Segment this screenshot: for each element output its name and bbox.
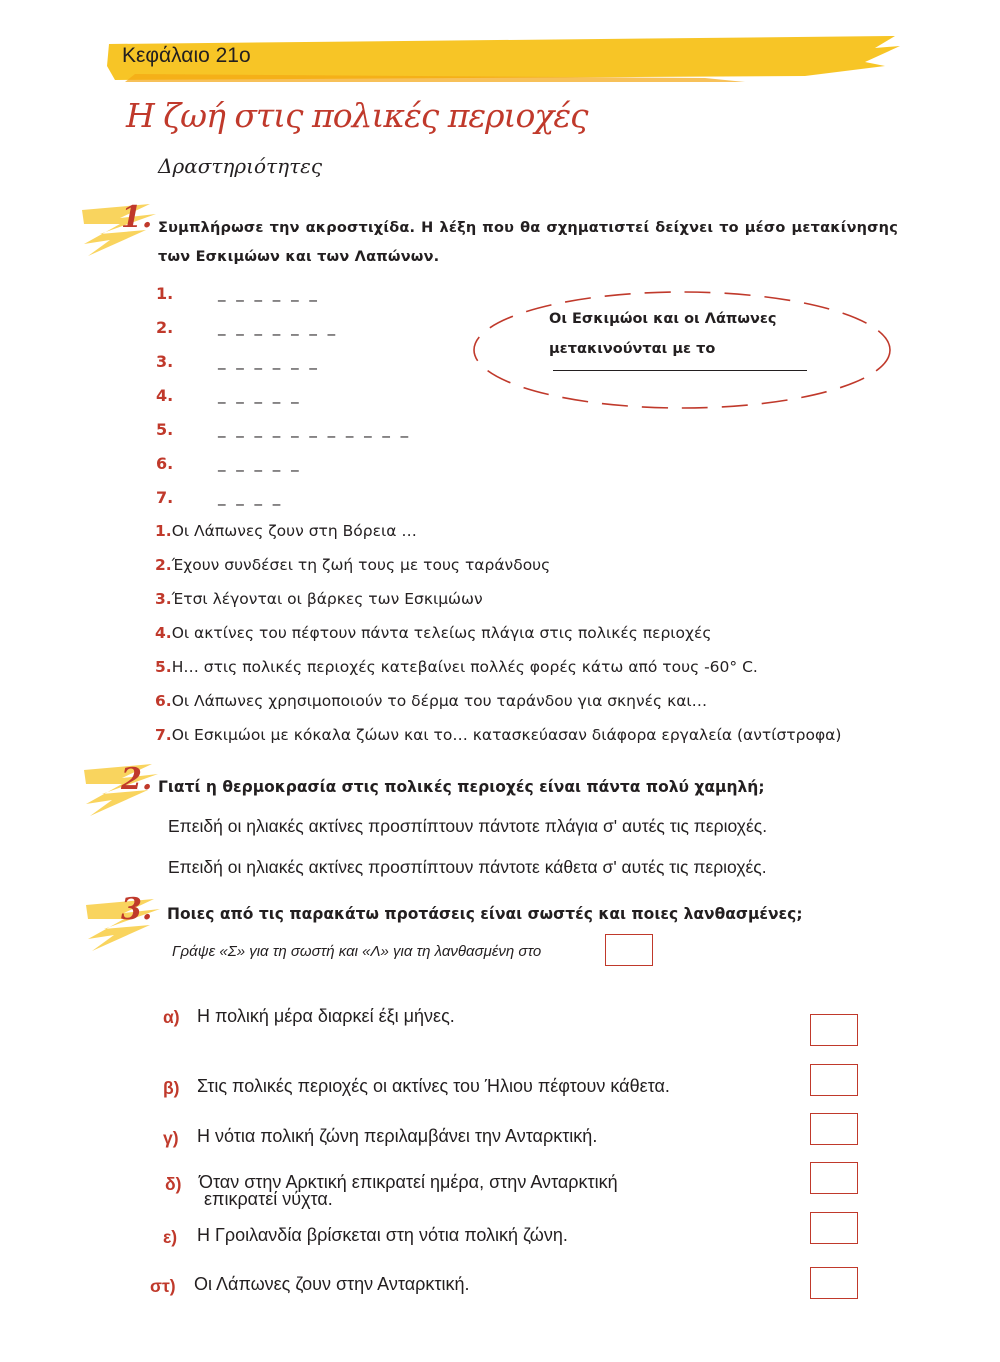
example-answer-box: [605, 934, 653, 966]
answer-box[interactable]: [810, 1014, 858, 1046]
acrostic-row-number: 3.: [156, 352, 174, 371]
question-3-text: Ποιες από τις παρακάτω προτάσεις είναι σωστές και ποιες λανθασμένες;: [167, 905, 803, 923]
answer-option[interactable]: Επειδή οι ηλιακές ακτίνες προσπίπτουν πάντοτε κάθετα σ' αυτές τις περιοχές.: [168, 857, 767, 877]
clue-item: [155, 726, 841, 744]
clue-number: 1.: [155, 522, 172, 540]
statement-text: Η νότια πολική ζώνη περιλαμβάνει την Ανταρκτική.: [197, 1126, 598, 1146]
clue-number: 5.: [155, 658, 172, 676]
statement-text: Η Γροιλανδία βρίσκεται στη νότια πολική ζώνη.: [197, 1225, 568, 1245]
question-number-1: 1.: [121, 200, 153, 235]
question-3-instruction: Γράψε «Σ» για τη σωστή και «Λ» για τη λανθασμένη στο: [172, 943, 542, 960]
clue-number: 2.: [155, 556, 172, 574]
clue-text: Οι Λάπωνες ζουν στη Βόρεια …: [171, 522, 417, 540]
question-2-text: Γιατί η θερμοκρασία στις πολικές περιοχές είναι πάντα πολύ χαμηλή;: [158, 778, 765, 796]
question-1-text: Συμπλήρωσε την ακροστιχίδα. Η λέξη που θα σχηματιστεί δείχνει το μέσο μετακίνησης των Εσκιμώων και των Λαπώνων.: [158, 220, 898, 265]
statement-text-continued: επικρατεί νύχτα.: [204, 1189, 333, 1209]
statement-text: Οι Λάπωνες ζουν στην Ανταρκτική.: [194, 1274, 470, 1294]
answer-box[interactable]: [810, 1212, 858, 1244]
ellipse-answer-line[interactable]: [553, 370, 807, 371]
answer-option[interactable]: Επειδή οι ηλιακές ακτίνες προσπίπτουν πάντοτε πλάγια σ' αυτές τις περιοχές.: [168, 816, 768, 836]
answer-box[interactable]: [810, 1162, 858, 1194]
answer-box[interactable]: [810, 1113, 858, 1145]
clue-text: Οι ακτίνες του πέφτουν πάντα τελείως πλάγια στις πολικές περιοχές: [171, 624, 712, 642]
clue-item: [155, 692, 707, 710]
clue-item: [155, 624, 711, 642]
clue-text: Έχουν συνδέσει τη ζωή τους με τους ταράνδους: [171, 556, 551, 574]
acrostic-row-number: 7.: [156, 488, 174, 507]
acrostic-row-number: 1.: [156, 284, 174, 303]
clue-item: [155, 556, 550, 574]
statement-label: α): [163, 1007, 180, 1027]
clue-item: [155, 658, 758, 676]
answer-box[interactable]: [810, 1267, 858, 1299]
acrostic-blanks[interactable]: _ _ _ _ _ _: [218, 352, 320, 370]
statement-label: β): [163, 1078, 180, 1098]
statement-text: Όταν στην Αρκτική επικρατεί ημέρα, στην Ανταρκτική: [199, 1172, 618, 1192]
clue-text: Έτσι λέγονται οι βάρκες των Εσκιμώων: [171, 590, 483, 608]
statement-label: δ): [165, 1174, 182, 1194]
clue-number: 6.: [155, 692, 172, 710]
statement-text: Στις πολικές περιοχές οι ακτίνες του Ήλιου πέφτουν κάθετα.: [197, 1076, 670, 1096]
acrostic-row-number: 4.: [156, 386, 174, 405]
acrostic-blanks[interactable]: _ _ _ _: [218, 488, 284, 506]
acrostic-row-number: 2.: [156, 318, 174, 337]
acrostic-blanks[interactable]: _ _ _ _ _ _ _: [218, 318, 339, 336]
acrostic-row-number: 5.: [156, 420, 174, 439]
clue-text: Οι Λάπωνες χρησιμοποιούν το δέρμα του ταράνδου για σκηνές και…: [171, 692, 708, 710]
acrostic-blanks[interactable]: _ _ _ _ _: [218, 454, 302, 472]
statement-text: Η πολική μέρα διαρκεί έξι μήνες.: [197, 1006, 455, 1026]
acrostic-blanks[interactable]: _ _ _ _ _ _: [218, 284, 320, 302]
statement-label: γ): [163, 1128, 179, 1148]
chapter-label: Κεφάλαιο 21ο: [122, 44, 251, 67]
acrostic-row-number: 6.: [156, 454, 174, 473]
clue-number: 3.: [155, 590, 172, 608]
acrostic-blanks[interactable]: _ _ _ _ _ _ _ _ _ _ _: [218, 420, 412, 438]
ellipse-line-1: Οι Εσκιμώοι και οι Λάπωνες: [549, 311, 777, 327]
page-title: Η ζωή στις πολικές περιοχές: [126, 96, 588, 135]
acrostic-blanks[interactable]: _ _ _ _ _: [218, 386, 302, 404]
ellipse-line-2: μετακινούνται με το: [549, 341, 716, 357]
question-number-2: 2.: [121, 762, 153, 797]
clue-number: 4.: [155, 624, 172, 642]
clue-item: [155, 522, 417, 540]
clue-item: [155, 590, 483, 608]
answer-box[interactable]: [810, 1064, 858, 1096]
clue-number: 7.: [155, 726, 172, 744]
question-number-3: 3.: [121, 892, 153, 927]
statement-label: ε): [163, 1227, 178, 1247]
section-subtitle: Δραστηριότητες: [158, 154, 323, 178]
statement-label: στ): [150, 1276, 176, 1296]
clue-text: Η… στις πολικές περιοχές κατεβαίνει πολλές φορές κάτω από τους -60° C.: [171, 658, 758, 676]
clue-text: Οι Εσκιμώοι με κόκαλα ζώων και το… κατασκεύασαν διάφορα εργαλεία (αντίστροφα): [171, 726, 842, 744]
